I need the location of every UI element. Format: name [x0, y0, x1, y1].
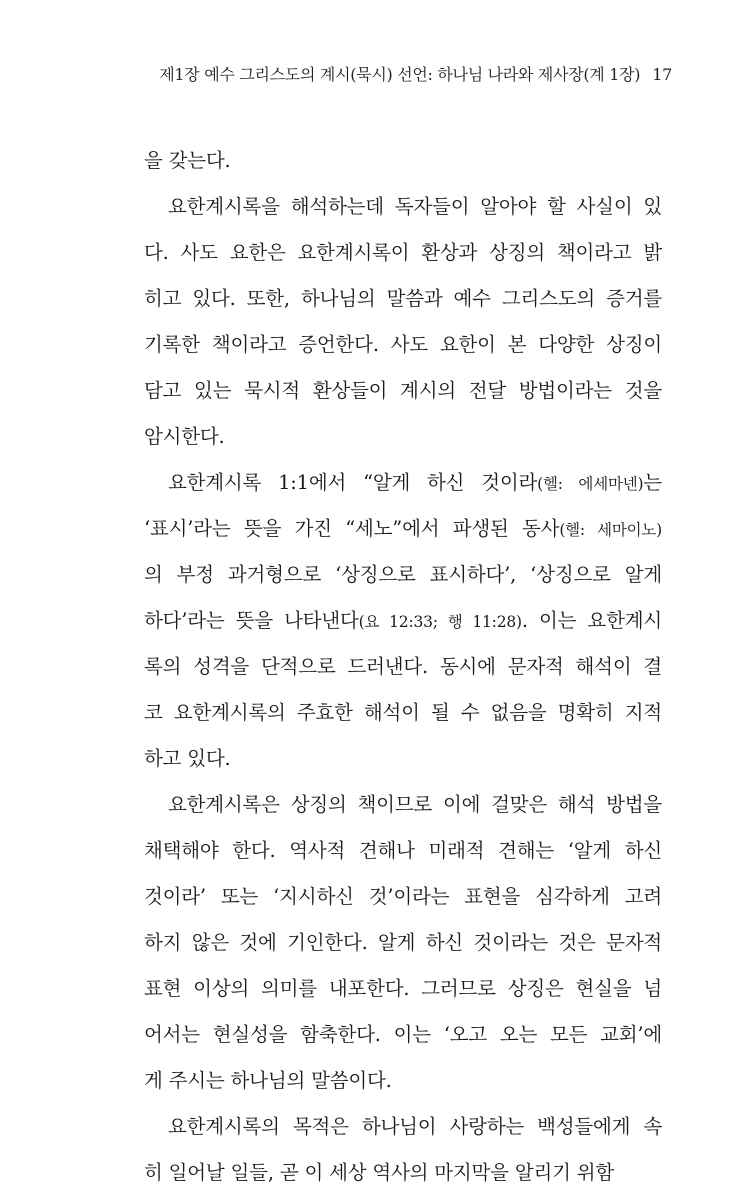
running-header: [159, 62, 672, 85]
text-line: [144, 230, 662, 276]
paragraph: [144, 1104, 662, 1196]
text-line: [144, 1012, 662, 1058]
line-text: 록의 성격을 단적으로 드러낸다. 동시에 문자적 해석이 결: [144, 655, 662, 678]
line-text: 요한계시록을 해석하는데 독자들이 알아야 할 사실이 있: [168, 195, 662, 218]
inline-annotation: (요 12:33; 행 11:28): [358, 613, 522, 631]
text-line: [144, 138, 662, 184]
line-text: 요한계시록의 목적은 하나님이 사랑하는 백성들에게 속: [168, 1115, 662, 1138]
line-text: 을 갖는다.: [144, 149, 231, 172]
line-text: 코 요한계시록의 주효한 해석이 될 수 없음을 명확히 지적: [144, 701, 662, 724]
line-text: . 이는 요한계시: [521, 609, 662, 632]
line-text: 하지 않은 것에 기인한다. 알게 하신 것이라는 것은 문자적: [144, 931, 662, 954]
line-text: 표현 이상의 의미를 내포한다. 그러므로 상징은 현실을 넘: [144, 977, 662, 1000]
line-text: 다. 사도 요한은 요한계시록이 환상과 상징의 책이라고 밝: [144, 241, 662, 264]
inline-annotation: (헬: 에세마넨): [537, 475, 644, 493]
line-text: 요한계시록은 상징의 책이므로 이에 걸맞은 해석 방법을: [168, 793, 662, 816]
text-line: [144, 874, 662, 920]
line-text: 요한계시록 1:1에서 “알게 하신 것이라: [168, 471, 538, 494]
text-line: [144, 920, 662, 966]
text-line: [144, 368, 662, 414]
paragraph: [144, 184, 662, 460]
line-text: 히고 있다. 또한, 하나님의 말씀과 예수 그리스도의 증거를: [144, 287, 662, 310]
line-text: 하고 있다.: [144, 747, 231, 770]
text-line: [144, 1150, 662, 1196]
text-line: [144, 690, 662, 736]
text-line: [144, 828, 662, 874]
text-line: [144, 552, 662, 598]
line-text: 게 주시는 하나님의 말씀이다.: [144, 1069, 392, 1092]
line-text: 히 일어날 일들, 곧 이 세상 역사의 마지막을 알리기 위함: [144, 1161, 614, 1184]
line-text: 암시한다.: [144, 425, 225, 448]
line-text: 는: [643, 471, 662, 494]
line-text: 것이라’ 또는 ‘지시하신 것’이라는 표현을 심각하게 고려: [144, 885, 662, 908]
paragraph: [144, 138, 662, 184]
inline-annotation: (헬: 세마이노): [559, 521, 662, 539]
text-line: [144, 598, 662, 644]
line-text: 담고 있는 묵시적 환상들이 계시의 전달 방법이라는 것을: [144, 379, 662, 402]
text-line: [144, 276, 662, 322]
paragraph: [144, 460, 662, 782]
text-line: [144, 1058, 662, 1104]
text-line: [144, 506, 662, 552]
text-line: [144, 736, 662, 782]
running-title: 제1장 예수 그리스도의 계시(묵시) 선언: 하나님 나라와 제사장(계 1장): [159, 65, 641, 84]
text-line: [144, 460, 662, 506]
paragraph: [144, 782, 662, 1104]
text-line: [144, 1104, 662, 1150]
line-text: 의 부정 과거형으로 ‘상징으로 표시하다’, ‘상징으로 알게: [144, 563, 662, 586]
text-line: [144, 322, 662, 368]
line-text: ‘표시’라는 뜻을 가진 “세노”에서 파생된 동사: [144, 517, 560, 540]
body-text: [144, 138, 662, 1196]
text-line: [144, 644, 662, 690]
line-text: 기록한 책이라고 증언한다. 사도 요한이 본 다양한 상징이: [144, 333, 662, 356]
line-text: 채택해야 한다. 역사적 견해나 미래적 견해는 ‘알게 하신: [144, 839, 662, 862]
text-line: [144, 782, 662, 828]
text-line: [144, 184, 662, 230]
line-text: 어서는 현실성을 함축한다. 이는 ‘오고 오는 모든 교회’에: [144, 1023, 662, 1046]
line-text: 하다’라는 뜻을 나타낸다: [144, 609, 359, 632]
page-number: 17: [652, 65, 672, 84]
text-line: [144, 966, 662, 1012]
text-line: [144, 414, 662, 460]
